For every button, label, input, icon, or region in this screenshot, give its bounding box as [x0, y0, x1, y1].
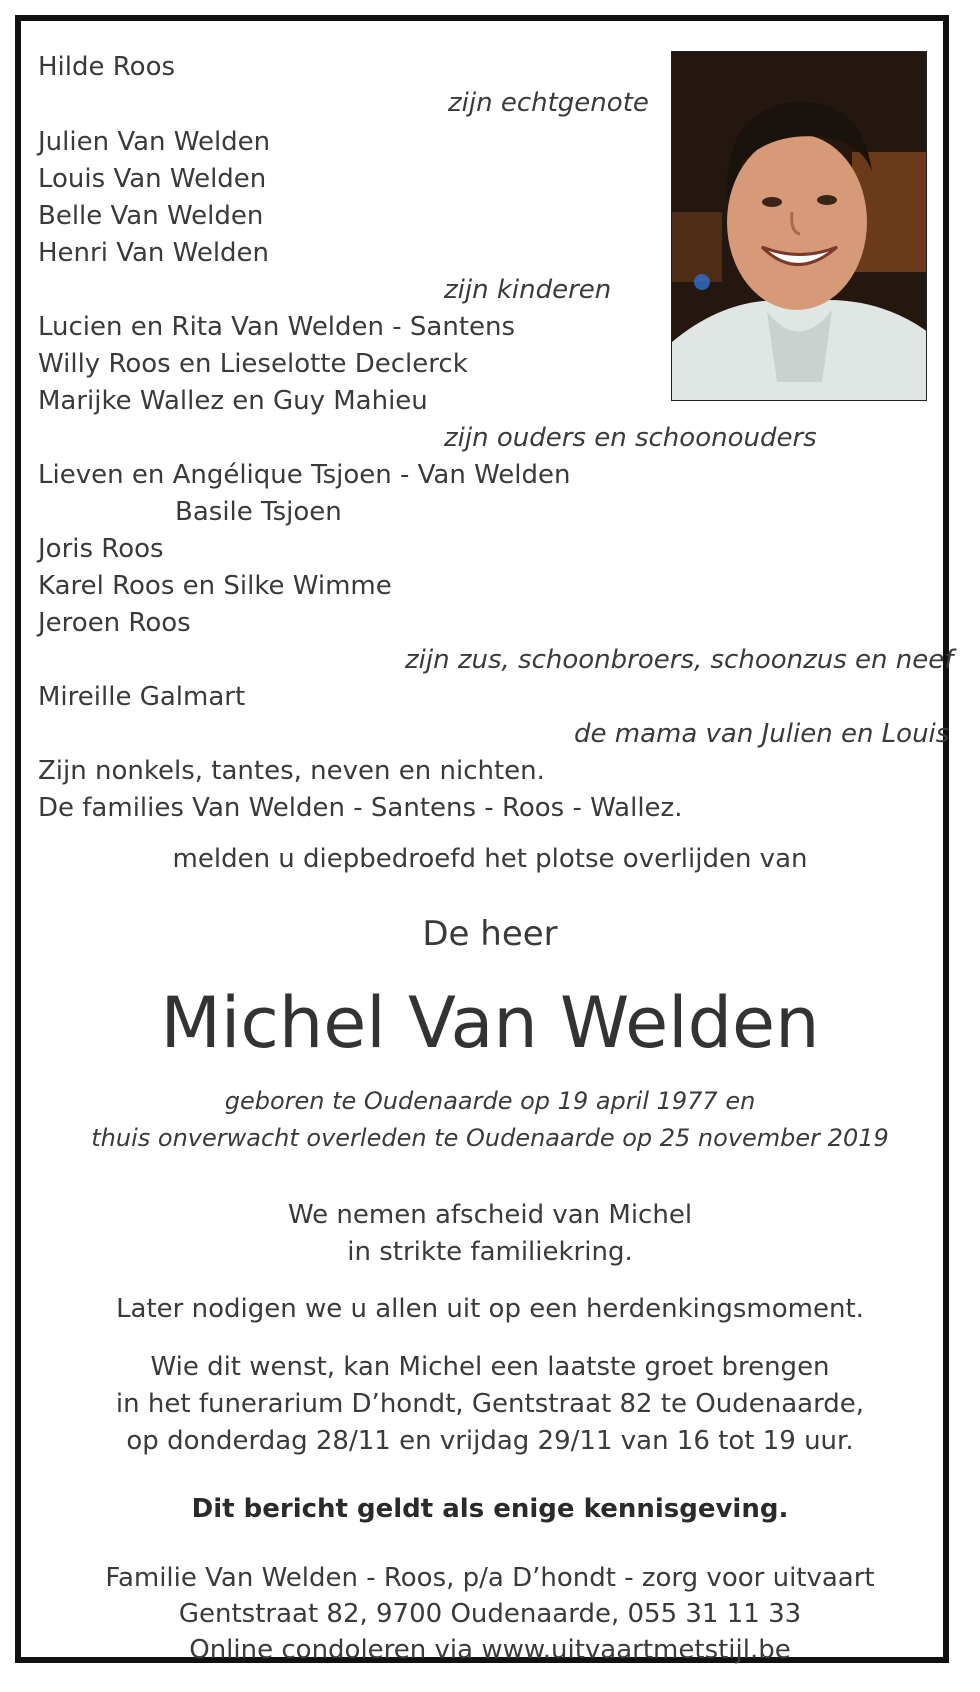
portrait-photo — [671, 51, 927, 401]
mother-role: de mama van Julien en Louis — [574, 719, 950, 749]
child-name: Belle Van Welden — [38, 201, 264, 231]
death-line: thuis onverwacht overleden te Oudenaarde op 25 november 2019 — [91, 1124, 889, 1152]
sibling-name: Jeroen Roos — [38, 608, 191, 638]
farewell-line: in strikte familiekring. — [347, 1237, 633, 1267]
farewell-line: We nemen afscheid van Michel — [287, 1200, 693, 1230]
mother-name: Mireille Galmart — [38, 682, 246, 712]
visit-line: Wie dit wenst, kan Michel een laatste groet brengen — [150, 1352, 830, 1382]
deceased-name: Michel Van Welden — [160, 982, 820, 1064]
spouse-role: zijn echtgenote — [448, 88, 649, 118]
extended-family: Zijn nonkels, tantes, neven en nichten. — [38, 756, 545, 786]
sibling-child-name: Basile Tsjoen — [175, 497, 342, 527]
parents-name: Lucien en Rita Van Welden - Santens — [38, 312, 516, 342]
child-name: Louis Van Welden — [38, 164, 267, 194]
parents-name: Marijke Wallez en Guy Mahieu — [38, 386, 428, 416]
sibling-name: Lieven en Angélique Tsjoen - Van Welden — [38, 460, 571, 490]
sibling-name: Karel Roos en Silke Wimme — [38, 571, 392, 601]
child-name: Julien Van Welden — [38, 127, 271, 157]
parents-name: Willy Roos en Lieselotte Declerck — [38, 349, 468, 379]
children-role: zijn kinderen — [444, 275, 612, 305]
notice-line: Dit bericht geldt als enige kennisgeving. — [191, 1494, 789, 1524]
birth-line: geboren te Oudenaarde op 19 april 1977 en — [224, 1087, 756, 1115]
spouse-name: Hilde Roos — [38, 52, 176, 82]
siblings-role: zijn zus, schoonbroers, schoonzus en neef — [405, 645, 954, 675]
portrait-illustration — [672, 52, 927, 401]
announcement-text: melden u diepbedroefd het plotse overlijden van — [172, 844, 808, 874]
contact-line: Gentstraat 82, 9700 Oudenaarde, 055 31 11 33 — [178, 1599, 802, 1629]
visit-line: in het funerarium D’hondt, Gentstraat 82 te Oudenaarde, — [115, 1389, 865, 1419]
parents-role: zijn ouders en schoonouders — [444, 423, 817, 453]
visit-line: op donderdag 28/11 en vrijdag 29/11 van 16 tot 19 uur. — [126, 1426, 854, 1456]
child-name: Henri Van Welden — [38, 238, 270, 268]
extended-family: De families Van Welden - Santens - Roos - Wallez. — [38, 793, 683, 823]
salutation: De heer — [422, 914, 558, 954]
contact-line: Online condoleren via www.uitvaartmetstijl.be — [189, 1635, 791, 1665]
memorial-line: Later nodigen we u allen uit op een herdenkingsmoment. — [116, 1294, 864, 1324]
sibling-name: Joris Roos — [38, 534, 164, 564]
contact-line: Familie Van Welden - Roos, p/a D’hondt - zorg voor uitvaart — [105, 1563, 875, 1593]
